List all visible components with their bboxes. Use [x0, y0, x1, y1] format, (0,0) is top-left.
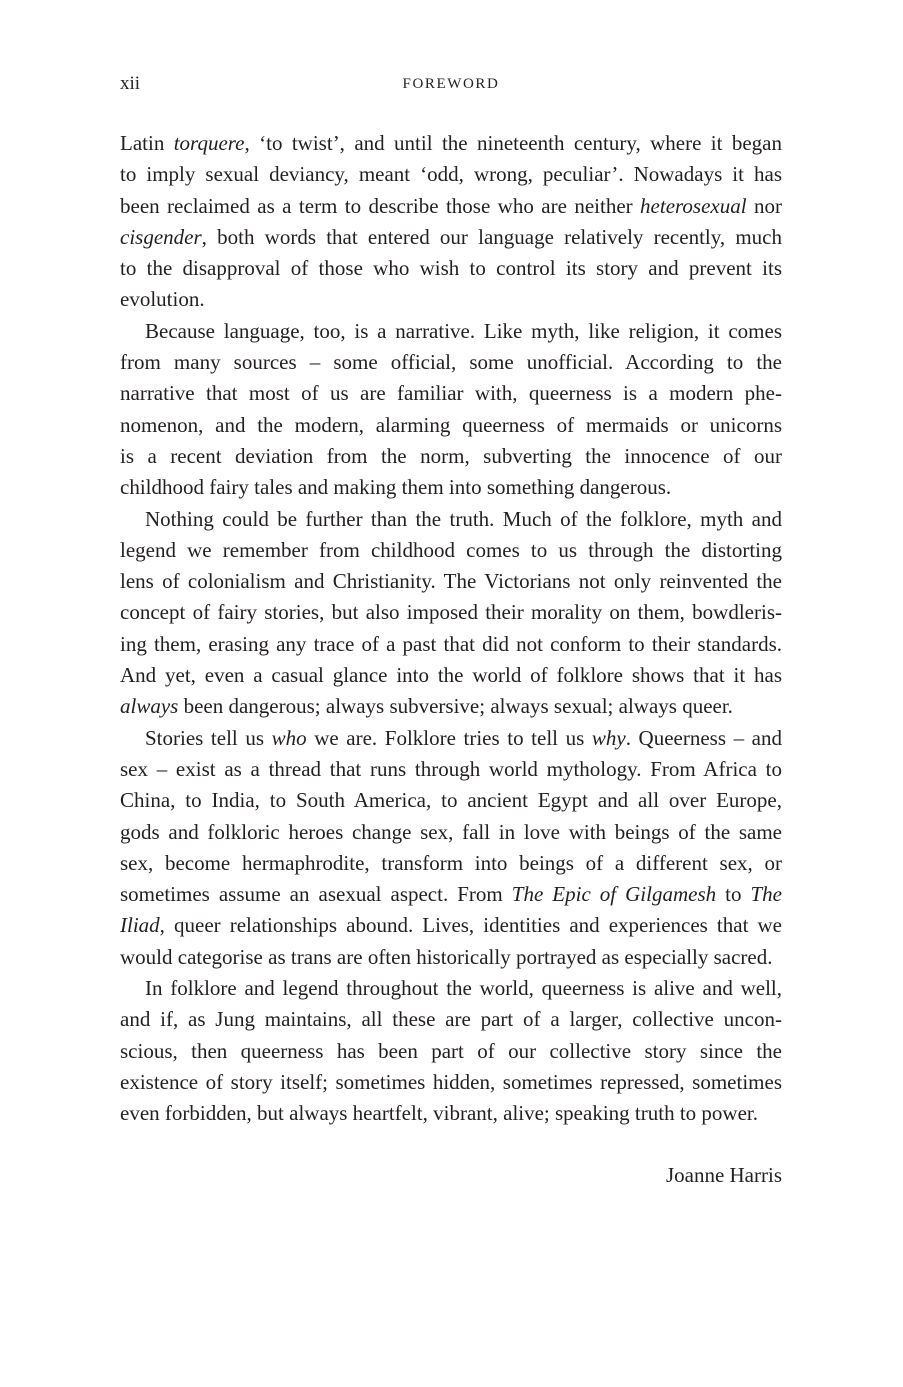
page-number: xii: [120, 73, 141, 94]
text-run: concept of fairy stories, but also imposed their morality on them, bowdleris-: [120, 600, 782, 625]
text-line: [120, 597, 782, 628]
text-line: [120, 848, 782, 879]
text-run: , queer relationships abound. Lives, identities and experiences that we: [159, 913, 782, 938]
text-run: ing them, erasing any trace of a past that did not conform to their standards.: [120, 631, 782, 656]
text-run: Nothing could be further than the truth. Much of the folklore, myth and: [145, 506, 782, 531]
text-line: [120, 1036, 782, 1067]
italic-text: always: [120, 694, 179, 719]
text-run: even forbidden, but always heartfelt, vibrant, alive; speaking truth to power.: [120, 1101, 758, 1126]
text-line: [120, 691, 782, 722]
text-run: And yet, even a casual glance into the world of folklore shows that it has: [120, 663, 782, 688]
text-run: to: [716, 882, 751, 907]
text-run: and if, as Jung maintains, all these are part of a larger, collective uncon-: [120, 1007, 782, 1032]
text-line: [120, 817, 782, 848]
chapter-title: FOREWORD: [402, 76, 500, 92]
text-run: sometimes assume an asexual aspect. From: [120, 882, 512, 907]
text-run: to imply sexual deviancy, meant ‘odd, wrong, peculiar’. Nowadays it has: [120, 162, 782, 187]
text-line: [120, 754, 782, 785]
text-run: , ‘to twist’, and until the nineteenth century, where it began: [244, 131, 782, 155]
text-line: [120, 472, 782, 503]
text-line: [120, 973, 782, 1004]
text-run: we are. Folklore tries to tell us: [306, 725, 592, 750]
author-signature: Joanne Harris: [665, 1163, 782, 1187]
paragraph: [120, 723, 782, 973]
text-line: [120, 785, 782, 816]
text-run: evolution.: [120, 287, 205, 312]
text-line: [120, 410, 782, 441]
text-run: scious, then queerness has been part of our collective story since the: [120, 1038, 782, 1063]
text-run: from many sources – some official, some unofficial. According to the: [120, 350, 782, 375]
text-line: [120, 535, 782, 566]
text-line: [120, 222, 782, 253]
text-run: Because language, too, is a narrative. Like myth, like religion, it comes: [145, 318, 782, 343]
text-line: [120, 1067, 782, 1098]
text-run: existence of story itself; sometimes hidden, sometimes repressed, sometimes: [120, 1069, 782, 1094]
text-run: sex – exist as a thread that runs through world mythology. From Africa to: [120, 756, 782, 781]
text-line: [120, 441, 782, 472]
text-run: , both words that entered our language relatively recently, much: [201, 224, 782, 249]
text-run: is a recent deviation from the norm, subverting the innocence of our: [120, 443, 782, 468]
text-line: [120, 128, 782, 159]
text-line: [120, 159, 782, 190]
text-line: [120, 660, 782, 691]
text-run: been dangerous; always subversive; always sexual; always queer.: [178, 694, 733, 719]
italic-text: who: [271, 725, 307, 750]
text-run: Latin: [120, 131, 174, 155]
paragraph: [120, 973, 782, 1129]
text-line: [120, 879, 782, 910]
paragraph: [120, 128, 782, 316]
text-run: legend we remember from childhood comes to us through the distorting: [120, 537, 782, 562]
paragraph: [120, 316, 782, 504]
italic-text: torquere: [173, 131, 245, 155]
text-run: In folklore and legend throughout the world, queerness is alive and well,: [145, 976, 782, 1001]
text-run: been reclaimed as a term to describe those who are neither: [120, 193, 641, 218]
italic-text: why: [591, 725, 626, 750]
body-text: [120, 128, 782, 1130]
italic-text: Iliad: [120, 913, 160, 938]
text-run: gods and folkloric heroes change sex, fall in love with beings of the same: [120, 819, 782, 844]
italic-text: The Epic of Gilgamesh: [511, 882, 717, 907]
text-run: nomenon, and the modern, alarming queerness of mermaids or unicorns: [120, 412, 782, 437]
text-line: [120, 504, 782, 535]
text-line: [120, 191, 782, 222]
text-line: [120, 1004, 782, 1035]
paragraph: [120, 504, 782, 723]
text-line: [120, 629, 782, 660]
text-run: sex, become hermaphrodite, transform into beings of a different sex, or: [120, 850, 782, 875]
text-run: to the disapproval of those who wish to control its story and prevent its: [120, 256, 782, 281]
text-line: [120, 942, 782, 973]
text-line: [120, 316, 782, 347]
text-line: [120, 910, 782, 941]
text-line: [120, 253, 782, 284]
text-run: childhood fairy tales and making them into something dangerous.: [120, 475, 672, 500]
text-line: [120, 566, 782, 597]
text-run: . Queerness – and: [625, 725, 782, 750]
text-run: would categorise as trans are often historically portrayed as especially sacred.: [120, 944, 773, 969]
text-line: [120, 378, 782, 409]
italic-text: cisgender: [120, 224, 202, 249]
text-line: [120, 1098, 782, 1129]
text-run: nor: [746, 193, 782, 218]
text-run: narrative that most of us are familiar with, queerness is a modern phe-: [120, 381, 782, 406]
text-run: Stories tell us: [145, 725, 272, 750]
running-head: [120, 72, 782, 96]
text-run: lens of colonialism and Christianity. The Victorians not only reinvented the: [120, 569, 782, 594]
text-line: [120, 723, 782, 754]
italic-text: The: [750, 882, 782, 907]
text-line: [120, 284, 782, 315]
italic-text: heterosexual: [640, 193, 747, 218]
text-line: [120, 347, 782, 378]
text-run: China, to India, to South America, to ancient Egypt and all over Europe,: [120, 788, 782, 813]
